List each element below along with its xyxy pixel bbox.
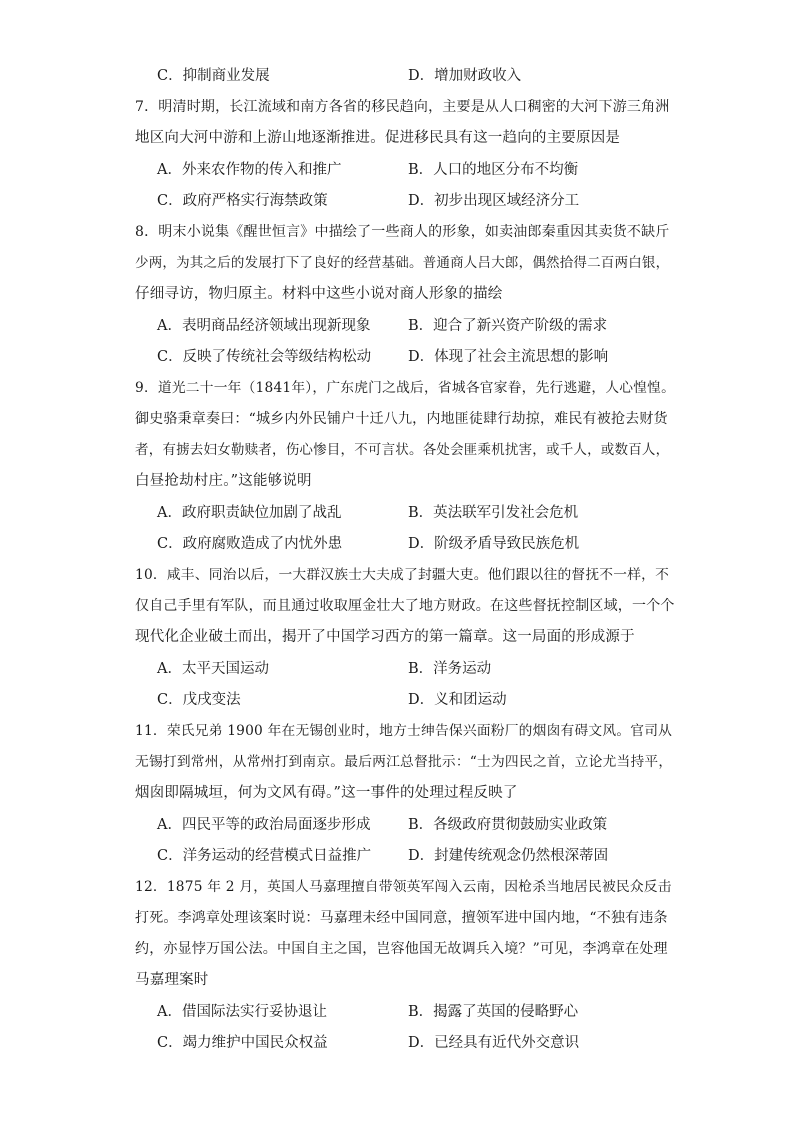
question-stem-line: 地区向大河中游和上游山地逐渐推进。促进移民具有这一趋向的主要原因是 [135,130,621,146]
question-stem-line: 马嘉理案时 [135,972,209,988]
question-stem-line: 烟囱即隔城垣，何为文风有碍。”这一事件的处理过程反映了 [135,785,518,801]
q10-option-a: A．太平天国运动 [157,661,269,677]
question-stem-line: 11．荣氏兄弟 1900 年在无锡创业时，地方士绅告保兴面粉厂的烟囱有碍文风。官司从 [135,723,673,739]
question-stem-line: 8．明末小说集《醒世恒言》中描绘了一些商人的形象，如卖油郎秦重因其卖货不缺斤 [135,224,670,240]
q8-option-d: D．体现了社会主流思想的影响 [408,349,609,365]
question-stem-line: 御史骆秉章奏曰：“城乡内外民铺户十迁八九，内地匪徒肆行劫掠，难民有被抢去财货 [135,411,668,427]
q11-option-d: D．封建传统观念仍然根深蒂固 [408,848,609,864]
q7-option-a: A．外来农作物的传入和推广 [157,162,342,178]
question-stem-line: 9．道光二十一年（1841年），广东虎门之战后，省城各官家眷，先行逃避，人心惶惶。 [135,380,676,396]
q9-option-a: A．政府职责缺位加剧了战乱 [157,505,342,521]
question-stem-line: 少两，为其之后的发展打下了良好的经营基础。普通商人吕大郎，偶然拾得二百两白银， [135,255,670,271]
question-stem-line: 仅自己手里有军队，而且通过收取厘金壮大了地方财政。在这些督抚控制区域，一个个 [135,598,675,614]
question-stem-line: 打死。李鸿章处理该案时说：马嘉理未经中国同意，擅领军进中国内地，“不独有违条 [135,910,668,926]
q9-option-d: D．阶级矛盾导致民族危机 [408,536,580,552]
question-stem-line: 仔细寻访，物归原主。材料中这些小说对商人形象的描绘 [135,286,503,302]
q7-option-b: B．人口的地区分布不均衡 [408,162,579,178]
q9-option-b: B．英法联军引发社会危机 [408,505,579,521]
question-stem-line: 者，有掳去妇女勒赎者，伤心惨目，不可言状。各处会匪乘机扰害，或千人，或数百人， [135,442,670,458]
question-stem-line: 7．明清时期，长江流域和南方各省的移民趋向，主要是从人口稠密的大河下游三角洲 [135,99,670,115]
question-stem-line: 白昼抢劫村庄。”这能够说明 [135,473,312,489]
q12-option-b: B．揭露了英国的侵略野心 [408,1004,579,1020]
q8-option-c: C．反映了传统社会等级结构松动 [157,349,372,365]
question-stem-line: 约，亦显悖万国公法。中国自主之国，岂容他国无故调兵入境？”可见，李鸿章在处理 [135,941,668,957]
question-stem-line: 无锡打到常州，从常州打到南京。最后两江总督批示：“士为四民之首，立论尤当持平， [135,754,673,770]
q8-option-b: B．迎合了新兴资产阶级的需求 [408,318,608,334]
q10-option-c: C．戊戌变法 [157,692,241,708]
q11-option-c: C．洋务运动的经营模式日益推广 [157,848,372,864]
question-stem-line: 现代化企业破土而出，揭开了中国学习西方的第一篇章。这一局面的形成源于 [135,629,635,645]
q6-option-c: C．抑制商业发展 [157,68,270,84]
q8-option-a: A．表明商品经济领域出现新现象 [157,318,371,334]
q7-option-d: D．初步出现区域经济分工 [408,193,580,209]
q12-option-d: D．已经具有近代外交意识 [408,1035,580,1051]
q9-option-c: C．政府腐败造成了内忧外患 [157,536,343,552]
q11-option-a: A．四民平等的政治局面逐步形成 [157,817,371,833]
q11-option-b: B．各级政府贯彻鼓励实业政策 [408,817,608,833]
q6-option-d: D．增加财政收入 [408,68,522,84]
question-stem-line: 12．1875 年 2 月，英国人马嘉理擅自带领英军闯入云南，因枪杀当地居民被民众反击 [135,879,672,895]
question-stem-line: 10．咸丰、同治以后，一大群汉族士大夫成了封疆大吏。他们跟以往的督抚不一样，不 [135,567,670,583]
q12-option-a: A．借国际法实行妥协退让 [157,1004,327,1020]
q7-option-c: C．政府严格实行海禁政策 [157,193,328,209]
q12-option-c: C．竭力维护中国民众权益 [157,1035,328,1051]
q10-option-b: B．洋务运动 [408,661,492,677]
q10-option-d: D．义和团运动 [408,692,507,708]
